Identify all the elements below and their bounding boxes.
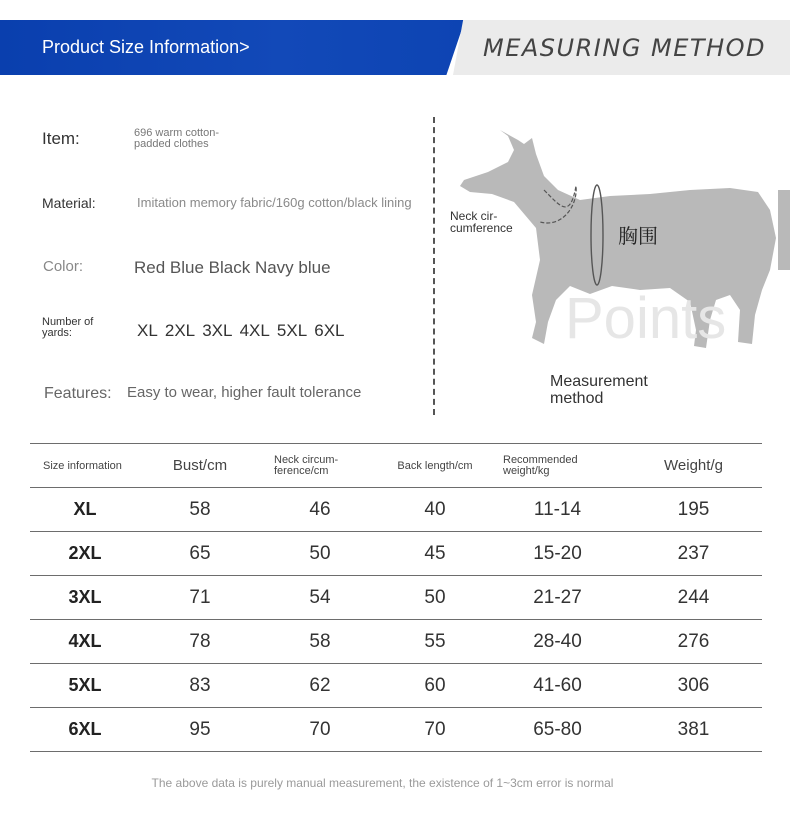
back-length-cell: 45 <box>380 532 490 576</box>
material-label: Material: <box>42 195 96 211</box>
measurement-method-label: Measurement method <box>550 373 648 407</box>
dashed-divider <box>433 117 435 415</box>
color-value: Red Blue Black Navy blue <box>134 258 331 277</box>
header-bust: Bust/cm <box>140 444 260 488</box>
measuring-method-title: MEASURING METHOD <box>483 34 766 62</box>
neck-circumference-label: Neck cir-cumference <box>450 209 513 235</box>
size-cell: 4XL <box>30 620 140 664</box>
yards-label: Number of yards: <box>42 316 94 339</box>
table-row <box>30 488 762 532</box>
header-banner <box>0 20 790 75</box>
bust-cell: 65 <box>140 532 260 576</box>
features-label: Features: <box>44 385 112 402</box>
size-cell: 2XL <box>30 532 140 576</box>
bust-cell: 78 <box>140 620 260 664</box>
item-value: 696 warm cotton-padded clothes <box>134 127 219 150</box>
header-recommended-weight: Recommended weight/kg <box>490 444 625 488</box>
weight-cell: 237 <box>625 532 762 576</box>
features-value: Easy to wear, higher fault tolerance <box>127 384 362 401</box>
measuring-illustration <box>440 110 790 420</box>
weight-cell: 276 <box>625 620 762 664</box>
table-header-row <box>30 444 762 488</box>
recommended-weight-cell: 41-60 <box>490 664 625 708</box>
back-length-cell: 60 <box>380 664 490 708</box>
size-cell: 3XL <box>30 576 140 620</box>
header-back-length: Back length/cm <box>380 444 490 488</box>
item-label: Item: <box>42 129 80 148</box>
chest-label: 胸围 <box>618 226 658 248</box>
recommended-weight-cell: 11-14 <box>490 488 625 532</box>
header-neck: Neck circum-ference/cm <box>260 444 380 488</box>
size-cell: 6XL <box>30 708 140 752</box>
neck-cell: 54 <box>260 576 380 620</box>
table-row <box>30 620 762 664</box>
watermark-text: Points <box>565 286 727 351</box>
size-table <box>30 443 762 752</box>
neck-cell: 50 <box>260 532 380 576</box>
weight-cell: 195 <box>625 488 762 532</box>
recommended-weight-cell: 21-27 <box>490 576 625 620</box>
weight-cell: 244 <box>625 576 762 620</box>
bust-cell: 58 <box>140 488 260 532</box>
recommended-weight-cell: 65-80 <box>490 708 625 752</box>
back-length-cell: 70 <box>380 708 490 752</box>
bust-cell: 71 <box>140 576 260 620</box>
material-value: Imitation memory fabric/160g cotton/black lining <box>137 195 412 210</box>
footnote: The above data is purely manual measurement, the existence of 1~3cm error is normal <box>151 776 614 790</box>
table-row <box>30 576 762 620</box>
neck-cell: 62 <box>260 664 380 708</box>
page-title: Product Size Information> <box>42 37 250 57</box>
bust-cell: 83 <box>140 664 260 708</box>
neck-cell: 70 <box>260 708 380 752</box>
weight-cell: 381 <box>625 708 762 752</box>
weight-cell: 306 <box>625 664 762 708</box>
back-length-cell: 55 <box>380 620 490 664</box>
neck-cell: 46 <box>260 488 380 532</box>
color-label: Color: <box>43 258 84 275</box>
back-length-cell: 50 <box>380 576 490 620</box>
header-size: Size information <box>30 444 140 488</box>
back-length-cell: 40 <box>380 488 490 532</box>
table-row <box>30 532 762 576</box>
neck-cell: 58 <box>260 620 380 664</box>
bust-cell: 95 <box>140 708 260 752</box>
recommended-weight-cell: 28-40 <box>490 620 625 664</box>
header-weight: Weight/g <box>625 444 762 488</box>
size-cell: 5XL <box>30 664 140 708</box>
table-row <box>30 708 762 752</box>
size-cell: XL <box>30 488 140 532</box>
table-row <box>30 664 762 708</box>
yards-value: XL 2XL 3XL 4XL 5XL 6XL <box>137 321 345 340</box>
recommended-weight-cell: 15-20 <box>490 532 625 576</box>
